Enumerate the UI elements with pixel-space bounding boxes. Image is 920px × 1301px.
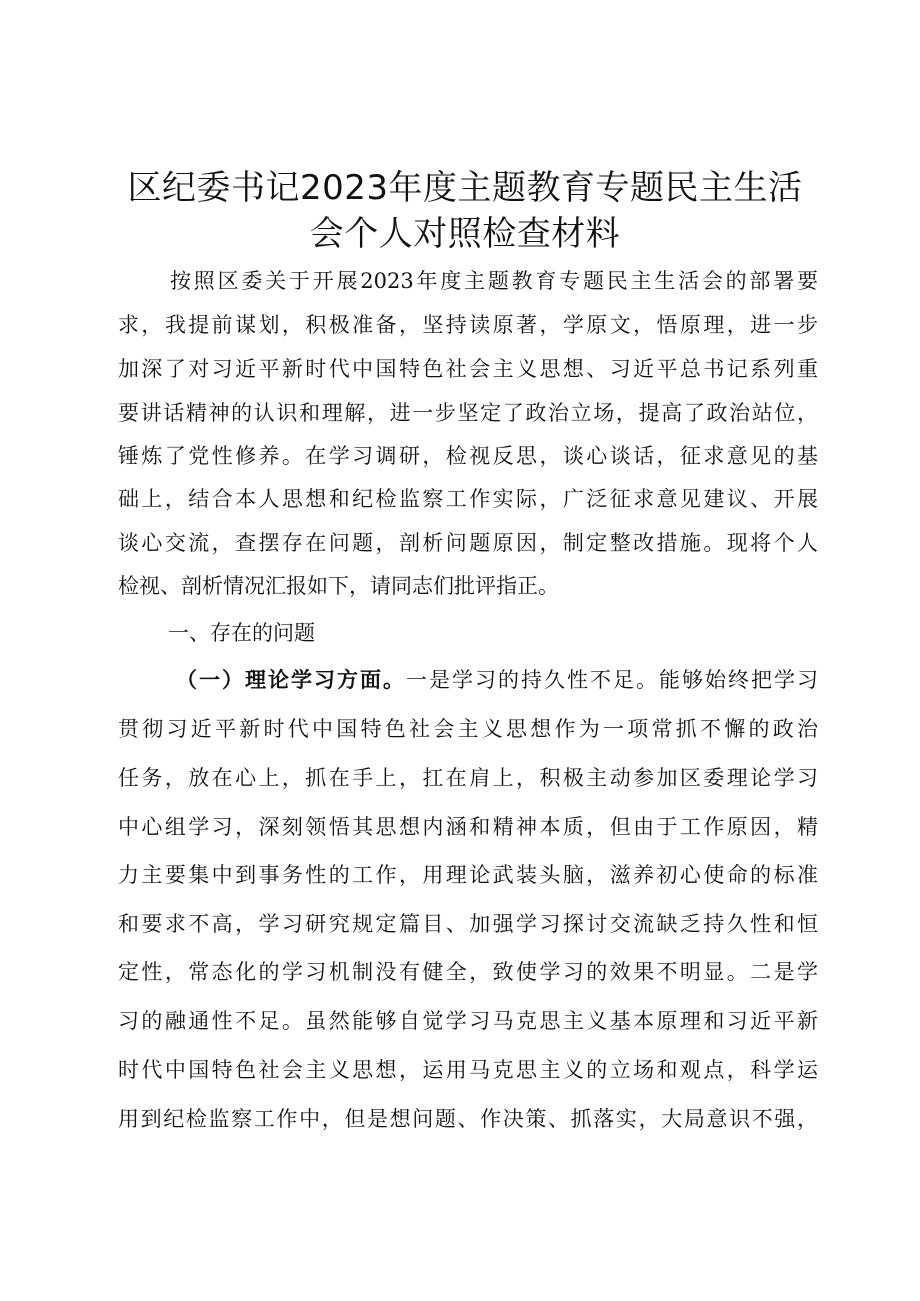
body-line-6: 定性，常态化的学习机制没有健全，致使学习的效果不明显。二是学 (118, 960, 818, 984)
intro-line-5: 锤炼了党性修养。在学习调研，检视反思，谈心谈话，征求意见的基 (118, 444, 818, 468)
intro-line-6: 础上，结合本人思想和纪检监察工作实际，广泛征求意见建议、开展 (118, 487, 818, 511)
intro-line-3: 加深了对习近平新时代中国特色社会主义思想、习近平总书记系列重 (118, 357, 818, 381)
document-title-line-1: 区纪委书记2023年度主题教育专题民主生活 (127, 168, 803, 208)
body-line-5: 和要求不高，学习研究规定篇目、加强学习探讨交流缺乏持久性和恒 (118, 912, 818, 936)
subsection-first-line (176, 665, 818, 695)
body-line-4: 力主要集中到事务性的工作，用理论武装头脑，滋养初心使命的标准 (118, 863, 818, 887)
subsection-heading-theory: （一）理论学习方面。 (176, 667, 406, 692)
intro-line-8: 检视、剖析情况汇报如下，请同志们批评指正。 (118, 574, 559, 598)
body-line-2: 任务，放在心上，抓在手上，扛在肩上，积极主动参加区委理论学习 (118, 766, 818, 790)
intro-line-7: 谈心交流，查摆存在问题，剖析问题原因，制定整改措施。现将个人 (118, 531, 818, 555)
body-line-8: 时代中国特色社会主义思想，运用马克思主义的立场和观点，科学运 (118, 1058, 818, 1082)
body-line-7: 习的融通性不足。虽然能够自觉学习马克思主义基本原理和习近平新 (118, 1009, 818, 1033)
intro-line-1: 按照区委关于开展2023年度主题教育专题民主生活会的部署要 (170, 269, 818, 293)
subsection-first-line-text: 一是学习的持久性不足。能够始终把学习 (406, 668, 818, 692)
body-line-9: 用到纪检监察工作中，但是想问题、作决策、抓落实，大局意识不强， (118, 1107, 818, 1131)
intro-line-2: 求，我提前谋划，积极准备，坚持读原著，学原文，悟原理，进一步 (118, 313, 818, 337)
body-line-1: 贯彻习近平新时代中国特色社会主义思想作为一项常抓不懈的政治 (118, 717, 818, 741)
body-line-3: 中心组学习，深刻领悟其思想内涵和精神本质，但由于工作原因，精 (118, 815, 818, 839)
document-title-line-2: 会个人对照检查材料 (309, 214, 621, 254)
section-heading-problems: 一、存在的问题 (168, 621, 315, 645)
intro-line-4: 要讲话精神的认识和理解，进一步坚定了政治立场，提高了政治站位， (118, 401, 818, 425)
